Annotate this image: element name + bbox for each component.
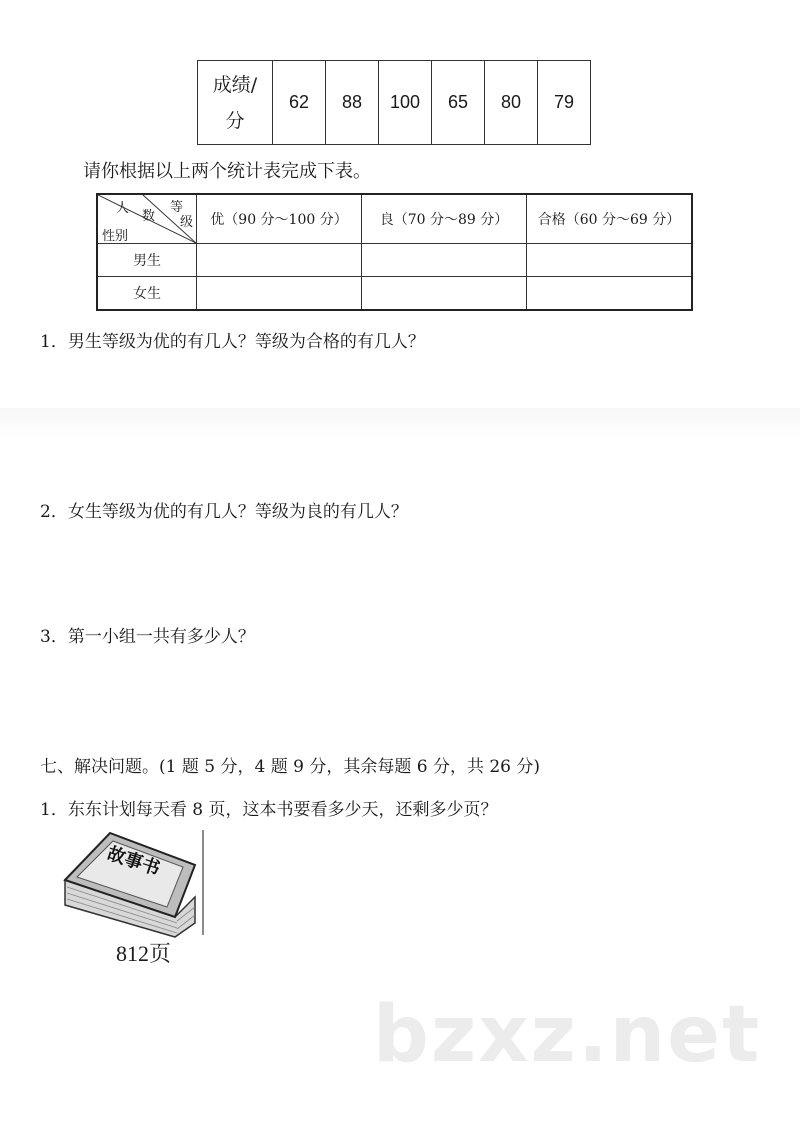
column-header-good: 良（70 分～89 分）: [362, 194, 527, 244]
diagonal-header-cell: [97, 194, 197, 244]
answer-cell[interactable]: [362, 244, 527, 277]
table-row: [97, 277, 692, 311]
table-row: [97, 244, 692, 277]
score-cell: 80: [485, 61, 538, 145]
question-3: 3．第一小组一共有多少人？: [40, 627, 255, 647]
row-label-girls: 女生: [97, 277, 197, 311]
corner-label-ji: 级: [180, 215, 194, 230]
scan-band: [0, 408, 800, 438]
table-row: [97, 194, 692, 244]
column-header-excellent: 优（90 分～100 分）: [197, 194, 362, 244]
answer-cell[interactable]: [197, 244, 362, 277]
book-page-count: 812页: [116, 941, 172, 966]
score-header-line1: 成绩/: [212, 73, 258, 96]
score-table: [197, 60, 591, 145]
score-header-line2: 分: [225, 109, 245, 132]
table-row: [198, 61, 591, 145]
question-1: 1．男生等级为优的有几人？等级为合格的有几人？: [40, 332, 425, 352]
corner-label-deng: 等: [170, 200, 184, 215]
book-illustration: [55, 825, 215, 940]
watermark-text: bzxz.net: [373, 990, 762, 1080]
answer-cell[interactable]: [197, 277, 362, 311]
section-7-question-1: 1．东东计划每天看 8 页，这本书要看多少天，还剩多少页？: [40, 800, 498, 820]
section-7-title: 七、解决问题。(1 题 5 分，4 题 9 分，其余每题 6 分，共 26 分): [40, 757, 541, 777]
answer-cell[interactable]: [527, 277, 693, 311]
corner-label-gender: 性别: [102, 229, 129, 244]
score-cell: 62: [273, 61, 326, 145]
column-header-pass: 合格（60 分～69 分）: [527, 194, 693, 244]
answer-cell[interactable]: [362, 277, 527, 311]
book-icon: [55, 825, 215, 940]
question-2: 2．女生等级为优的有几人？等级为良的有几人？: [40, 502, 408, 522]
corner-label-shu: 数: [142, 209, 156, 224]
score-cell: 79: [538, 61, 591, 145]
corner-label-ren: 人: [116, 201, 130, 216]
score-cell: 88: [326, 61, 379, 145]
score-header-cell: [198, 61, 273, 145]
row-label-boys: 男生: [97, 244, 197, 277]
answer-cell[interactable]: [527, 244, 693, 277]
grade-table: [96, 193, 693, 311]
score-cell: 100: [379, 61, 432, 145]
book-cover-title: 故事书: [104, 843, 163, 880]
instruction-text: 请你根据以上两个统计表完成下表。: [83, 161, 371, 182]
score-cell: 65: [432, 61, 485, 145]
